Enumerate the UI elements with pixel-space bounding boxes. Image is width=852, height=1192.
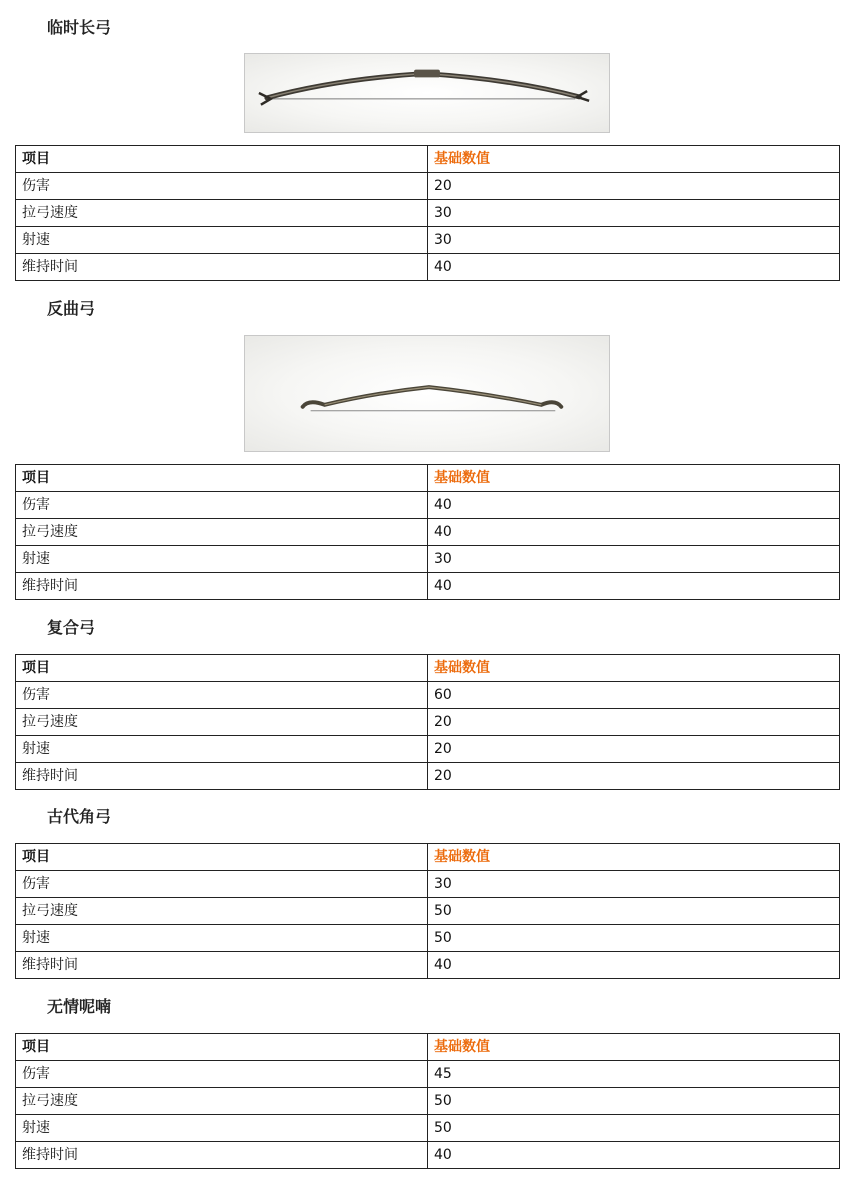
header-item: 项目: [16, 655, 428, 682]
stat-label: 伤害: [16, 871, 428, 898]
stat-value: 20: [428, 709, 840, 736]
stats-table-compound-bow: [15, 654, 840, 790]
stats-table-recurve-bow: [15, 464, 840, 600]
stat-label: 伤害: [16, 682, 428, 709]
stat-value: 20: [428, 763, 840, 790]
bow-image-recurve: [244, 335, 610, 452]
stat-value: 20: [428, 736, 840, 763]
stat-label: 拉弓速度: [16, 709, 428, 736]
section-title-temporary-longbow: 临时长弓: [47, 18, 112, 37]
table-row: [16, 763, 840, 790]
section-title-compound-bow: 复合弓: [47, 618, 96, 637]
stat-value: 20: [428, 173, 840, 200]
stat-label: 伤害: [16, 173, 428, 200]
stat-label: 射速: [16, 925, 428, 952]
table-row: [16, 898, 840, 925]
stat-value: 60: [428, 682, 840, 709]
table-row: [16, 709, 840, 736]
table-header-row: [16, 1034, 840, 1061]
table-row: [16, 736, 840, 763]
stat-label: 射速: [16, 1115, 428, 1142]
stat-label: 拉弓速度: [16, 519, 428, 546]
stat-value: 40: [428, 952, 840, 979]
stats-table-ancient-horn-bow: [15, 843, 840, 979]
table-row: [16, 492, 840, 519]
table-header-row: [16, 844, 840, 871]
table-row: [16, 573, 840, 600]
stat-value: 40: [428, 519, 840, 546]
table-row: [16, 546, 840, 573]
stat-label: 维持时间: [16, 573, 428, 600]
table-header-row: [16, 146, 840, 173]
stat-label: 拉弓速度: [16, 898, 428, 925]
table-row: [16, 682, 840, 709]
table-row: [16, 200, 840, 227]
stat-value: 30: [428, 227, 840, 254]
stat-value: 45: [428, 1061, 840, 1088]
stat-value: 30: [428, 546, 840, 573]
stat-value: 40: [428, 1142, 840, 1169]
header-item: 项目: [16, 1034, 428, 1061]
stat-value: 40: [428, 573, 840, 600]
section-title-ruthless-whisper: 无情呢喃: [47, 997, 112, 1016]
header-base-value: 基础数值: [428, 146, 840, 173]
header-item: 项目: [16, 844, 428, 871]
table-row: [16, 871, 840, 898]
table-row: [16, 1142, 840, 1169]
header-base-value: 基础数值: [428, 465, 840, 492]
table-header-row: [16, 465, 840, 492]
table-row: [16, 227, 840, 254]
header-item: 项目: [16, 146, 428, 173]
header-base-value: 基础数值: [428, 655, 840, 682]
stat-label: 拉弓速度: [16, 1088, 428, 1115]
section-title-ancient-horn-bow: 古代角弓: [47, 807, 112, 826]
table-header-row: [16, 655, 840, 682]
stat-value: 40: [428, 492, 840, 519]
stat-label: 射速: [16, 546, 428, 573]
stat-label: 维持时间: [16, 254, 428, 281]
stat-value: 40: [428, 254, 840, 281]
stat-label: 射速: [16, 227, 428, 254]
table-row: [16, 1088, 840, 1115]
bow-image-longbow: [244, 53, 610, 133]
stats-table-temporary-longbow: [15, 145, 840, 281]
table-row: [16, 519, 840, 546]
stat-value: 50: [428, 1088, 840, 1115]
table-row: [16, 254, 840, 281]
stat-value: 50: [428, 898, 840, 925]
stat-value: 50: [428, 1115, 840, 1142]
stat-value: 50: [428, 925, 840, 952]
header-item: 项目: [16, 465, 428, 492]
table-row: [16, 952, 840, 979]
section-title-recurve-bow: 反曲弓: [47, 299, 96, 318]
stat-label: 射速: [16, 736, 428, 763]
table-row: [16, 173, 840, 200]
table-row: [16, 925, 840, 952]
stat-label: 维持时间: [16, 952, 428, 979]
stats-table-ruthless-whisper: [15, 1033, 840, 1169]
stat-label: 拉弓速度: [16, 200, 428, 227]
stat-label: 伤害: [16, 1061, 428, 1088]
header-base-value: 基础数值: [428, 844, 840, 871]
table-row: [16, 1061, 840, 1088]
stat-label: 维持时间: [16, 763, 428, 790]
stat-value: 30: [428, 871, 840, 898]
stat-label: 维持时间: [16, 1142, 428, 1169]
table-row: [16, 1115, 840, 1142]
stat-value: 30: [428, 200, 840, 227]
header-base-value: 基础数值: [428, 1034, 840, 1061]
stat-label: 伤害: [16, 492, 428, 519]
